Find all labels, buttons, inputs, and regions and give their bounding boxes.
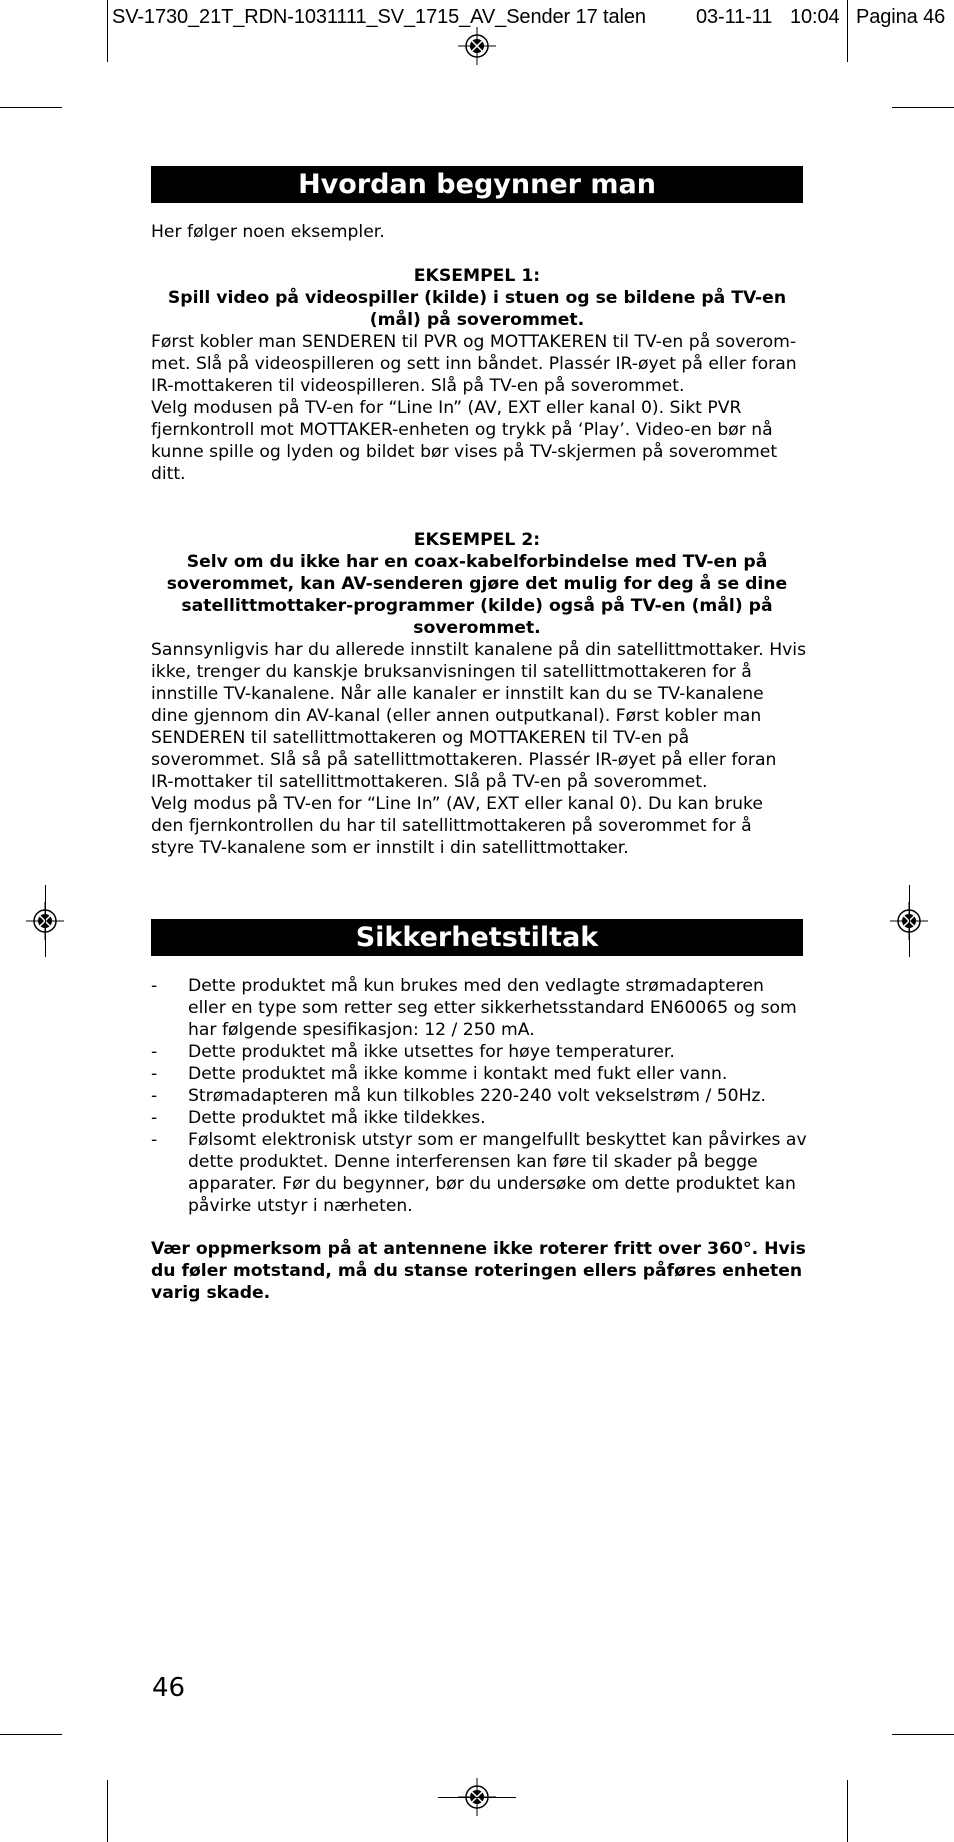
section-title-getting-started: Hvordan begynner man xyxy=(151,166,803,203)
example-2-body-line: Sannsynligvis har du allerede innstilt kanalene på din satellittmottaker. Hvis xyxy=(151,640,807,660)
slug-time: 10:04 xyxy=(790,6,840,28)
crop-mark-bottom-right-vertical xyxy=(847,1780,848,1842)
example-2-body-line: Velg modus på TV-en for “Line In” (AV, EXT eller kanal 0). Du kan bruke xyxy=(151,794,763,814)
list-item-line: Dette produktet må kun brukes med den vedlagte strømadapteren xyxy=(188,976,764,996)
example-2-body-line: ikke, trenger du kanskje bruksanvisningen til satellittmottakeren for å xyxy=(151,662,752,682)
page-number: 46 xyxy=(152,1673,186,1703)
example-2-heading-line: soverommet. xyxy=(413,618,541,638)
list-item-line: eller en type som retter seg etter sikkerhetsstandard EN60065 og som xyxy=(188,998,797,1018)
registration-mark-right-line xyxy=(909,885,910,957)
slug-page: Pagina 46 xyxy=(856,6,946,28)
example-2-body-line: SENDEREN til satellittmottakeren og MOTTAKEREN til TV-en på xyxy=(151,728,690,748)
bullet-dash: - xyxy=(151,976,158,996)
bullet-dash: - xyxy=(151,1042,158,1062)
example-2-body-line: IR-mottaker til satellittmottakeren. Slå på TV-en på soverommet. xyxy=(151,772,708,792)
list-item-line: apparater. Før du begynner, bør du undersøke om dette produktet kan xyxy=(188,1174,796,1194)
example-2-body-line: styre TV-kanalene som er innstilt i din satellittmottaker. xyxy=(151,838,629,858)
example-2-body-line: dine gjennom din AV-kanal (eller annen outputkanal). Først kobler man xyxy=(151,706,762,726)
example-1-body-line: IR-mottakeren til videospilleren. Slå på TV-en på soverommet. xyxy=(151,376,685,396)
slug-filename: SV-1730_21T_RDN-1031111_SV_1715_AV_Sender 17 talen xyxy=(112,6,646,28)
example-2-heading-line: soverommet, kan AV-senderen gjøre det mulig for deg å se dine xyxy=(166,574,788,594)
section-title-safety: Sikkerhetstiltak xyxy=(151,919,803,956)
list-item xyxy=(151,1063,803,1085)
intro-line: Her følger noen eksempler. xyxy=(151,222,385,242)
list-item-line: dette produktet. Denne interferensen kan føre til skader på begge xyxy=(188,1152,758,1172)
example-1-heading-line: Spill video på videospiller (kilde) i stuen og se bildene på TV-en xyxy=(167,288,787,308)
crop-mark-top-left-horizontal xyxy=(0,107,62,108)
example-1-body-line: ditt. xyxy=(151,464,186,484)
bullet-dash: - xyxy=(151,1130,158,1150)
list-item xyxy=(151,1041,803,1063)
example-2 xyxy=(151,529,807,859)
example-1-body-line: Først kobler man SENDEREN til PVR og MOTTAKEREN til TV-en på soverom- xyxy=(151,332,797,352)
list-item-line: Følsomt elektronisk utstyr som er mangelfullt beskyttet kan påvirkes av xyxy=(188,1130,807,1150)
example-1-body-line: kunne spille og lyden og bildet bør vises på TV-skjermen på soverommet xyxy=(151,442,778,462)
example-2-heading-line: Selv om du ikke har en coax-kabelforbindelse med TV-en på xyxy=(186,552,768,572)
list-item-line: har følgende spesifikasjon: 12 / 250 mA. xyxy=(188,1020,535,1040)
example-1-body-line: fjernkontroll mot MOTTAKER-enheten og trykk på ‘Play’. Video-en bør nå xyxy=(151,420,773,440)
list-item-line: Dette produktet må ikke komme i kontakt med fukt eller vann. xyxy=(188,1064,728,1084)
list-item-line: Dette produktet må ikke tildekkes. xyxy=(188,1108,486,1128)
example-1-body-line: met. Slå på videospilleren og sett inn båndet. Plassér IR-øyet på eller foran xyxy=(151,354,797,374)
registration-mark-bottom-line xyxy=(438,1797,516,1798)
list-item-line: Dette produktet må ikke utsettes for høye temperaturer. xyxy=(188,1042,675,1062)
example-2-body-line: den fjernkontrollen du har til satellittmottakeren på soverommet for å xyxy=(151,816,752,836)
crop-mark-top-right-horizontal xyxy=(892,107,954,108)
warning-line: Vær oppmerksom på at antennene ikke roterer fritt over 360°. Hvis xyxy=(151,1239,806,1259)
list-item-line: Strømadapteren må kun tilkobles 220-240 volt vekselstrøm / 50Hz. xyxy=(188,1086,766,1106)
example-2-heading-line: satellittmottaker-programmer (kilde) også på TV-en (mål) på xyxy=(181,596,773,616)
example-1-heading-line: (mål) på soverommet. xyxy=(369,310,585,330)
crop-mark-bottom-right-horizontal xyxy=(892,1734,954,1735)
list-item xyxy=(151,1129,807,1217)
registration-mark-left-line xyxy=(45,885,46,957)
bullet-dash: - xyxy=(151,1064,158,1084)
crop-mark-bottom-left-vertical xyxy=(107,1780,108,1842)
list-item xyxy=(151,1085,803,1107)
example-2-body-line: soverommet. Slå så på satellittmottakeren. Plassér IR-øyet på eller foran xyxy=(151,750,777,770)
list-item xyxy=(151,1107,803,1129)
crop-mark-top-right-vertical xyxy=(847,0,848,62)
example-2-body-line: innstille TV-kanalene. Når alle kanaler er innstilt kan du se TV-kanalene xyxy=(151,684,764,704)
antenna-warning xyxy=(151,1238,806,1304)
intro-text xyxy=(151,221,803,243)
example-1-label: EKSEMPEL 1: xyxy=(413,266,541,286)
crop-mark-top-left-vertical xyxy=(107,0,108,62)
example-1 xyxy=(151,265,803,485)
list-item-line: påvirke utstyr i nærheten. xyxy=(188,1196,413,1216)
slug-date: 03-11-11 xyxy=(696,6,773,28)
bullet-dash: - xyxy=(151,1108,158,1128)
bullet-dash: - xyxy=(151,1086,158,1106)
example-2-label: EKSEMPEL 2: xyxy=(413,530,541,550)
example-1-body-line: Velg modusen på TV-en for “Line In” (AV, EXT eller kanal 0). Sikt PVR xyxy=(151,398,742,418)
warning-line: varig skade. xyxy=(151,1283,271,1303)
registration-mark-top-icon xyxy=(458,27,496,65)
warning-line: du føler motstand, må du stanse roteringen ellers påføres enheten xyxy=(151,1261,803,1281)
safety-list xyxy=(151,975,807,1217)
list-item xyxy=(151,975,803,1041)
crop-mark-bottom-left-horizontal xyxy=(0,1734,62,1735)
